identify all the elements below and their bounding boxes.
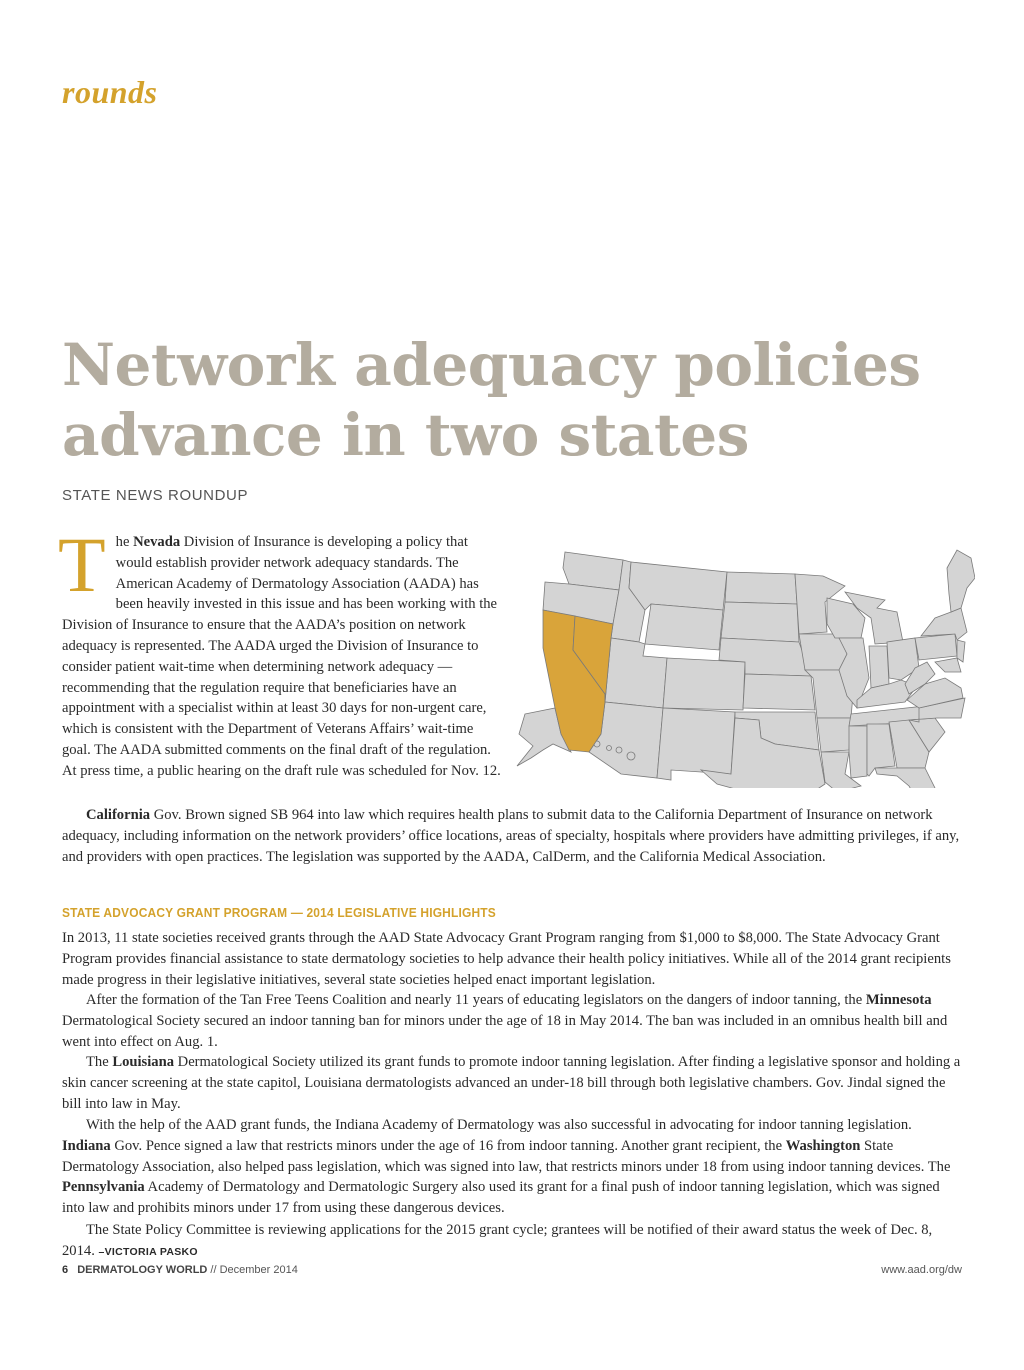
state-new-jersey	[957, 640, 965, 662]
grant-paragraph-4	[62, 1115, 962, 1219]
headline-line-2: advance in two states	[62, 401, 749, 469]
grant-paragraph-2	[62, 990, 962, 1052]
grant-p2-text-b: Dermatological Society secured an indoor tanning ban for minors under the age of 18 in May 2014. The ban was included in an omnibus health bill and went into effect on Aug. 1.	[62, 1012, 948, 1050]
state-hawaii-2	[607, 746, 612, 751]
state-montana	[629, 562, 727, 610]
us-map	[505, 538, 975, 788]
state-colorado	[663, 658, 745, 710]
state-hawaii-4	[627, 752, 635, 760]
grant-subhead: STATE ADVOCACY GRANT PROGRAM — 2014 LEGISLATIVE HIGHLIGHTS	[62, 905, 496, 920]
state-pennsylvania	[915, 634, 957, 660]
headline-line-1: Network adequacy policies	[62, 331, 921, 399]
intro-text-a: he	[115, 534, 134, 550]
state-arkansas	[817, 718, 851, 752]
drop-cap: T	[58, 521, 106, 608]
intro-text-b: Division of Insurance is developing a policy that would establish provider network adequacy standards. The American Academy of Dermatology Association (AADA) has been heavily invested in this issue and has been working with the Division of Insurance to ensure that the AADA’s position on network adequacy is represented. The AADA urged the Division of Insurance to consider patient wait-time when determining network adequacy — recommending that the regulation require that beneficiaries have an appointment with a specialist within at least 30 days for non-urgent care, which is consistent with the Department of Veterans Affairs’ wait-time goal. The AADA submitted comments on the final draft of the regulation. At press time, a public hearing on the draft rule was scheduled for Nov. 12.	[62, 534, 501, 779]
state-indiana: Indiana	[62, 1137, 111, 1154]
grant-paragraph-3	[62, 1052, 962, 1114]
state-washington: Washington	[785, 1137, 861, 1154]
state-minnesota: Minnesota	[865, 992, 932, 1008]
california-text: Gov. Brown signed SB 964 into law which requires health plans to submit data to the California Department of Insurance on network adequacy, including information on the network providers’ office locations, areas of specialty, hospitals where providers have admitting privileges, if any, and providers with open practices. The legislation was supported by the AADA, CalDerm, and the California Medical Association.	[62, 807, 960, 865]
state-mississippi	[849, 726, 867, 778]
state-new-mexico	[657, 708, 735, 780]
state-south-dakota	[721, 602, 799, 642]
intro-paragraph	[58, 521, 502, 782]
grant-p2-text-a: After the formation of the Tan Free Teens Coalition and nearly 11 years of educating legislators on the dangers of indoor tanning, the	[86, 992, 866, 1008]
state-utah	[605, 638, 667, 708]
headline	[62, 330, 942, 470]
kicker: STATE NEWS ROUNDUP	[62, 487, 249, 504]
grant-p3-text-a: The	[86, 1054, 113, 1070]
state-wyoming	[645, 604, 723, 650]
state-hawaii-3	[616, 747, 622, 753]
state-indiana	[869, 646, 889, 688]
us-map-graphic	[505, 538, 975, 788]
footer-url[interactable]: www.aad.org/dw	[881, 1264, 962, 1276]
state-north-dakota	[725, 572, 797, 604]
section-tag: rounds	[62, 74, 158, 110]
state-kansas	[743, 674, 815, 710]
grant-p4-text-b: Gov. Pence signed a law that restricts minors under the age of 16 from indoor tanning. Another grant recipient, the	[110, 1137, 786, 1154]
publication-name: DERMATOLOGY WORLD	[77, 1264, 208, 1276]
grant-p3-text-b: Dermatological Society utilized its grant funds to promote indoor tanning legislation. After finding a legislative sponsor and holding a skin cancer screening at the state capitol, Louisiana dermatologists advanced an under-18 bill through both legislative chambers. Gov. Jindal signed the bill into law in May.	[62, 1054, 961, 1112]
state-maryland	[935, 658, 961, 672]
state-louisiana: Louisiana	[112, 1054, 174, 1070]
state-florida	[875, 768, 941, 788]
state-california: California	[86, 807, 151, 823]
grant-p4-text-a: With the help of the AAD grant funds, the Indiana Academy of Dermatology was also successful in advocating for indoor tanning legislation.	[86, 1117, 912, 1133]
byline: –VICTORIA PASKO	[98, 1245, 198, 1258]
page-number: 6	[62, 1264, 69, 1276]
grant-p4-text-c: State Dermatology Association, also helped pass legislation, which was signed into law, that restricts minors under 18 from using indoor tanning devices. The	[62, 1137, 951, 1175]
california-paragraph	[62, 805, 962, 867]
page-footer	[62, 1264, 962, 1284]
footer-left	[62, 1264, 298, 1276]
grant-paragraph-1: In 2013, 11 state societies received grants through the AAD State Advocacy Grant Program ranging from $1,000 to $8,000. The State Advocacy Grant Program provides financial assistance to state dermatology societies to help advance their health policy initiatives. While all of the 2014 grant recipients made progress in their legislative initiatives, several state societies helped enact important legislation.	[62, 930, 951, 988]
state-nevada: Nevada	[133, 534, 181, 550]
issue-date: // December 2014	[207, 1264, 298, 1276]
state-pennsylvania: Pennsylvania	[62, 1179, 145, 1196]
state-new-england	[947, 550, 975, 612]
grant-p5-text: The State Policy Committee is reviewing applications for the 2015 grant cycle; grantees will be notified of their award status the week of Dec. 8, 2014.	[62, 1222, 933, 1259]
grant-p4-text-d: Academy of Dermatology and Dermatologic Surgery also used its grant for a final push of indoor tanning legislation, which was signed into law and prohibits minors under 17 from using these dangerous devices.	[62, 1179, 940, 1217]
grant-paragraph-5	[62, 1220, 962, 1263]
